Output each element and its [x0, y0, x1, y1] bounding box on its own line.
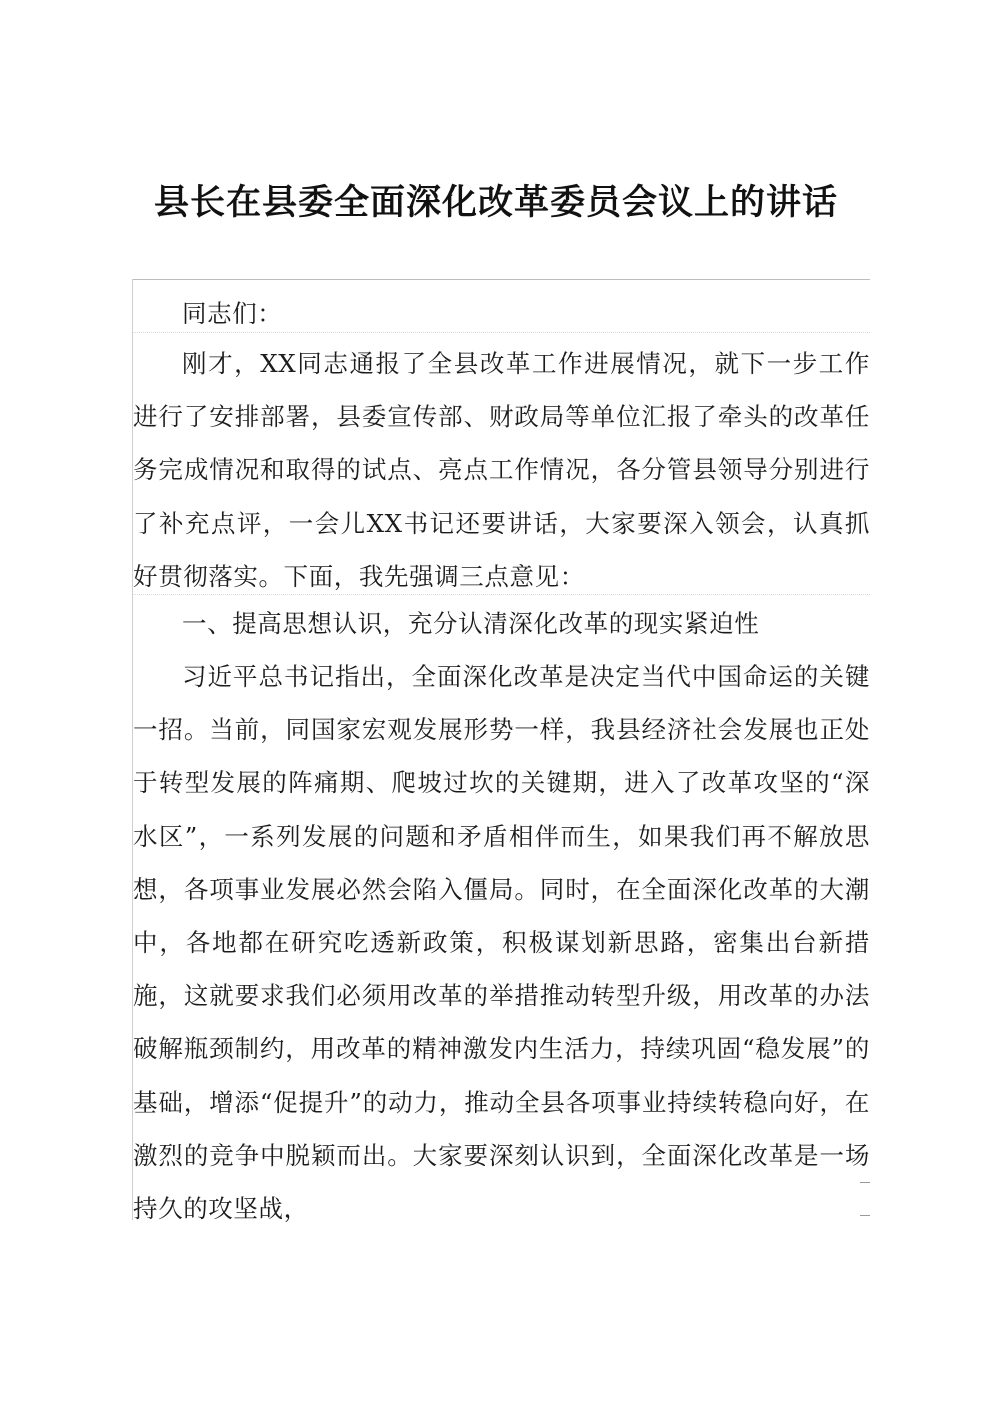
top-divider — [133, 279, 870, 280]
corner-mark — [860, 1182, 870, 1216]
intro-paragraph: 刚才，XX同志通报了全县改革工作进展情况，就下一步工作进行了安排部署，县委宣传部、财政局等单位汇报了牵头的改革任务完成情况和取得的试点、亮点工作情况，各分管县领导分别进行了补充点评，一会儿XX书记还要讲话，大家要深入领会，认真抓好贯彻落实。下面，我先强调三点意见： — [133, 349, 870, 591]
section-heading: 一、提高思想认识，充分认清深化改革的现实紧迫性 — [182, 609, 760, 638]
section-paragraph: 习近平总书记指出，全面深化改革是决定当代中国命运的关键一招。当前，同国家宏观发展形势一样，我县经济社会发展也正处于转型发展的阵痛期、爬坡过坎的关键期，进入了改革攻坚的“深水区”，一系列发展的问题和矛盾相伴而生，如果我们再不解放思想，各项事业发展必然会陷入僵局。同时，在全面深化改革的大潮中，各地都在研究吃透新政策，积极谋划新思路，密集出台新措施，这就要求我们必须用改革的举措推动转型升级，用改革的办法破解瓶颈制约，用改革的精神激发内生活力，持续巩固“稳发展”的基础，增添“促提升”的动力，推动全县各项事业持续转稳向好，在激烈的竞争中脱颖而出。大家要深刻认识到，全面深化改革是一场持久的攻坚战， — [133, 662, 870, 1224]
document-body — [132, 279, 870, 1224]
intro-block — [133, 337, 870, 603]
section-block — [133, 597, 870, 1235]
divider — [133, 332, 870, 333]
document-title: 县长在县委全面深化改革委员会议上的讲话 — [153, 183, 838, 223]
divider — [133, 594, 870, 595]
salutation: 同志们： — [182, 299, 283, 328]
